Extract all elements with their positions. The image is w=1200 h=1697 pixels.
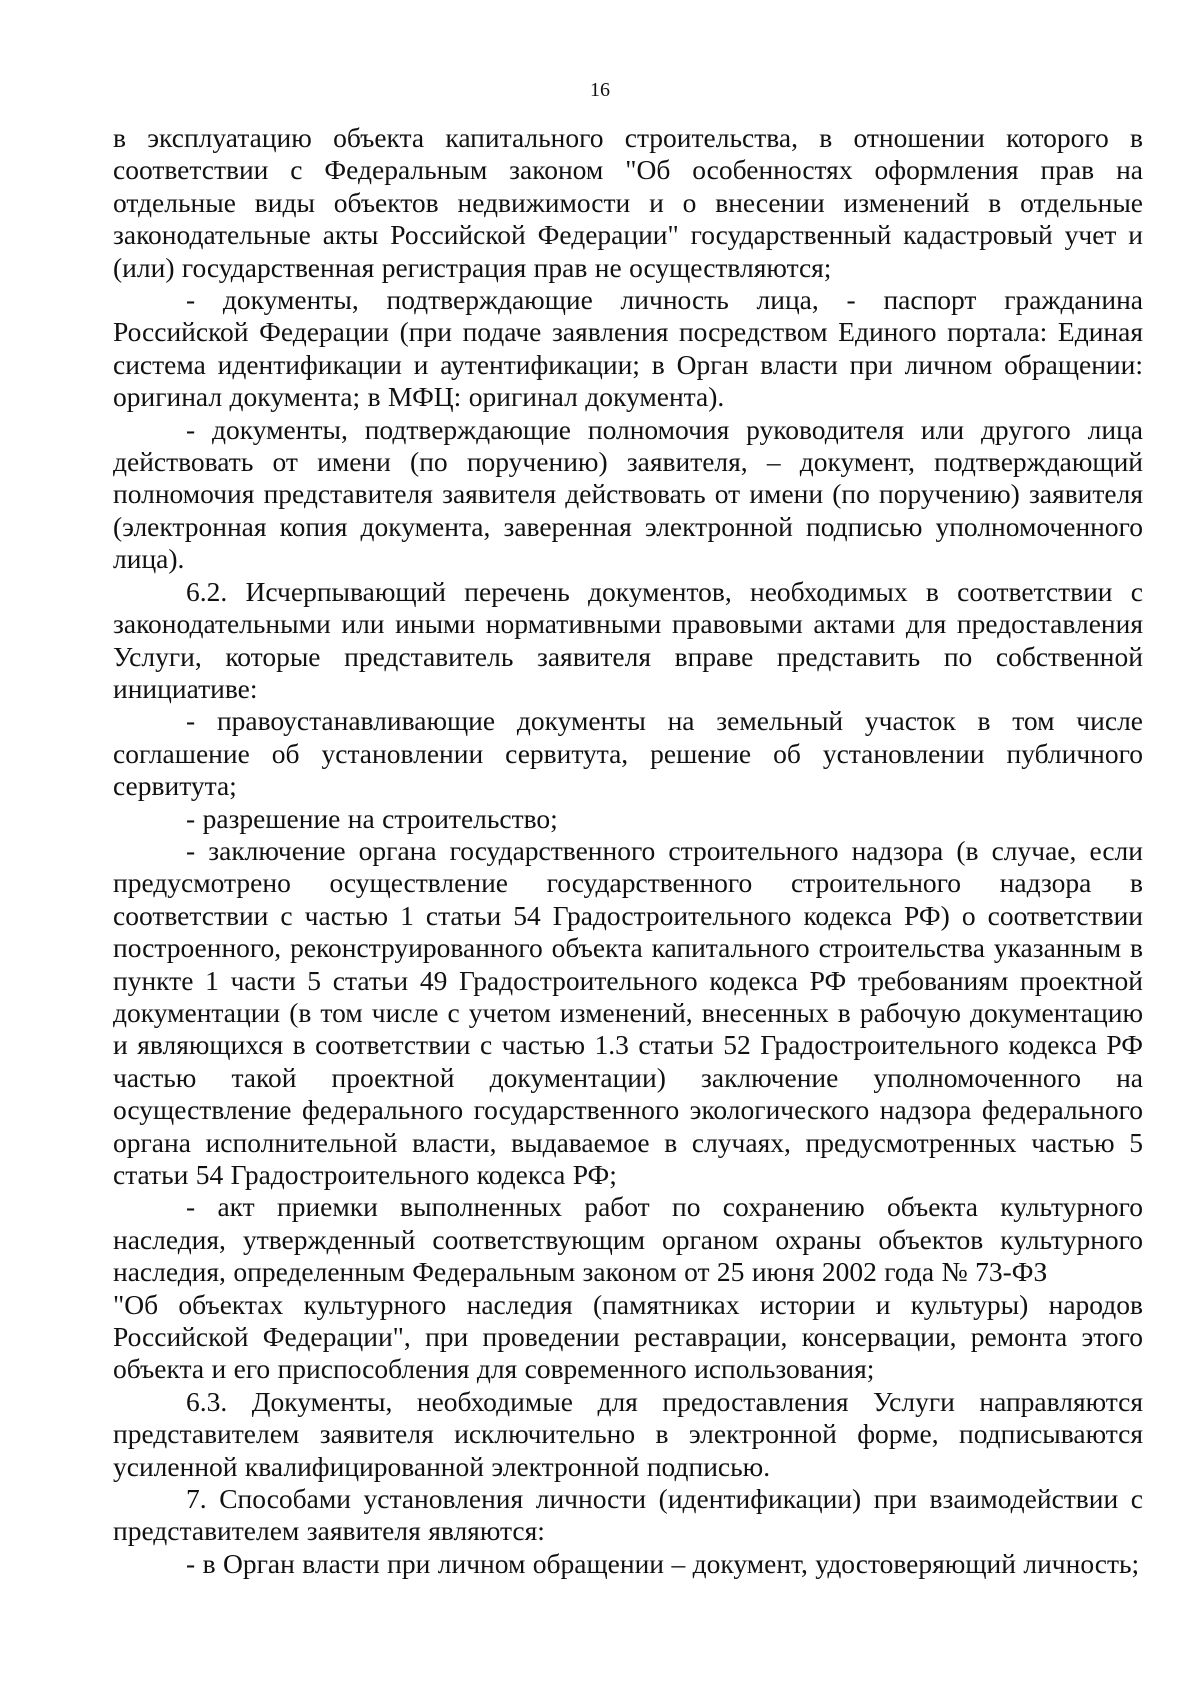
paragraph: - правоустанавливающие документы на земельный участок в том числе соглашение об установлении сервитута, решение об установлении публичного сервитута; (113, 705, 1143, 802)
paragraph: "Об объектах культурного наследия (памятниках истории и культуры) народов Российской Федерации", при проведении реставрации, консервации, ремонта этого объекта и его приспособления для современного использования; (113, 1288, 1143, 1385)
paragraph: - заключение органа государственного строительного надзора (в случае, если предусмотрено осуществление государственного строительного надзора в соответствии с частью 1 статьи 54 Градостроительного кодекса РФ) о соответствии построенного, реконструированного объекта капитального строительства указанным в пункте 1 части 5 статьи 49 Градостроительного кодекса РФ требованиям проектной документации (в том числе с учетом изменений, внесенных в рабочую документацию и являющихся в соответствии с частью 1.3 статьи 52 Градостроительного кодекса РФ частью такой проектной документации) заключение уполномоченного на осуществление федерального государственного экологического надзора федерального органа исполнительной власти, выдаваемое в случаях, предусмотренных частью 5 статьи 54 Градостроительного кодекса РФ; (113, 834, 1143, 1190)
paragraph: - в Орган власти при личном обращении – документ, удостоверяющий личность; (186, 1547, 1140, 1579)
paragraph: - документы, подтверждающие полномочия руководителя или другого лица действовать от имени (по поручению) заявителя, – документ, подтверждающий полномочия представителя заявителя действовать от имени (по поручению) заявителя (электронная копия документа, заверенная электронной подписью уполномоченного лица). (113, 413, 1143, 575)
paragraph: 6.2. Исчерпывающий перечень документов, необходимых в соответствии с законодательными или иными нормативными правовыми актами для предоставления Услуги, которые представитель заявителя вправе представить по собственной инициативе: (113, 575, 1143, 704)
document-body (113, 122, 1143, 1580)
paragraph: - документы, подтверждающие личность лица, - паспорт гражданина Российской Федерации (при подаче заявления посредством Единого портала: Единая система идентификации и аутентификации; в Орган власти при личном обращении: оригинал документа; в МФЦ: оригинал документа). (113, 284, 1143, 413)
paragraph: 6.3. Документы, необходимые для предоставления Услуги направляются представителем заявителя исключительно в электронной форме, подписываются усиленной квалифицированной электронной подписью. (113, 1385, 1143, 1482)
paragraph: в эксплуатацию объекта капитального строительства, в отношении которого в соответствии с Федеральным законом "Об особенностях оформления прав на отдельные виды объектов недвижимости и о внесении изменений в отдельные законодательные акты Российской Федерации" государственный кадастровый учет и (или) государственная регистрация прав не осуществляются; (113, 122, 1143, 283)
paragraph: 7. Способами установления личности (идентификации) при взаимодействии с представителем заявителя являются: (113, 1483, 1143, 1547)
paragraph: - акт приемки выполненных работ по сохранению объекта культурного наследия, утвержденный соответствующим органом охраны объектов культурного наследия, определенным Федеральным законом от 25 июня 2002 года № 73-ФЗ (113, 1191, 1143, 1288)
paragraph: - разрешение на строительство; (186, 802, 558, 834)
page-number: 16 (590, 79, 610, 101)
